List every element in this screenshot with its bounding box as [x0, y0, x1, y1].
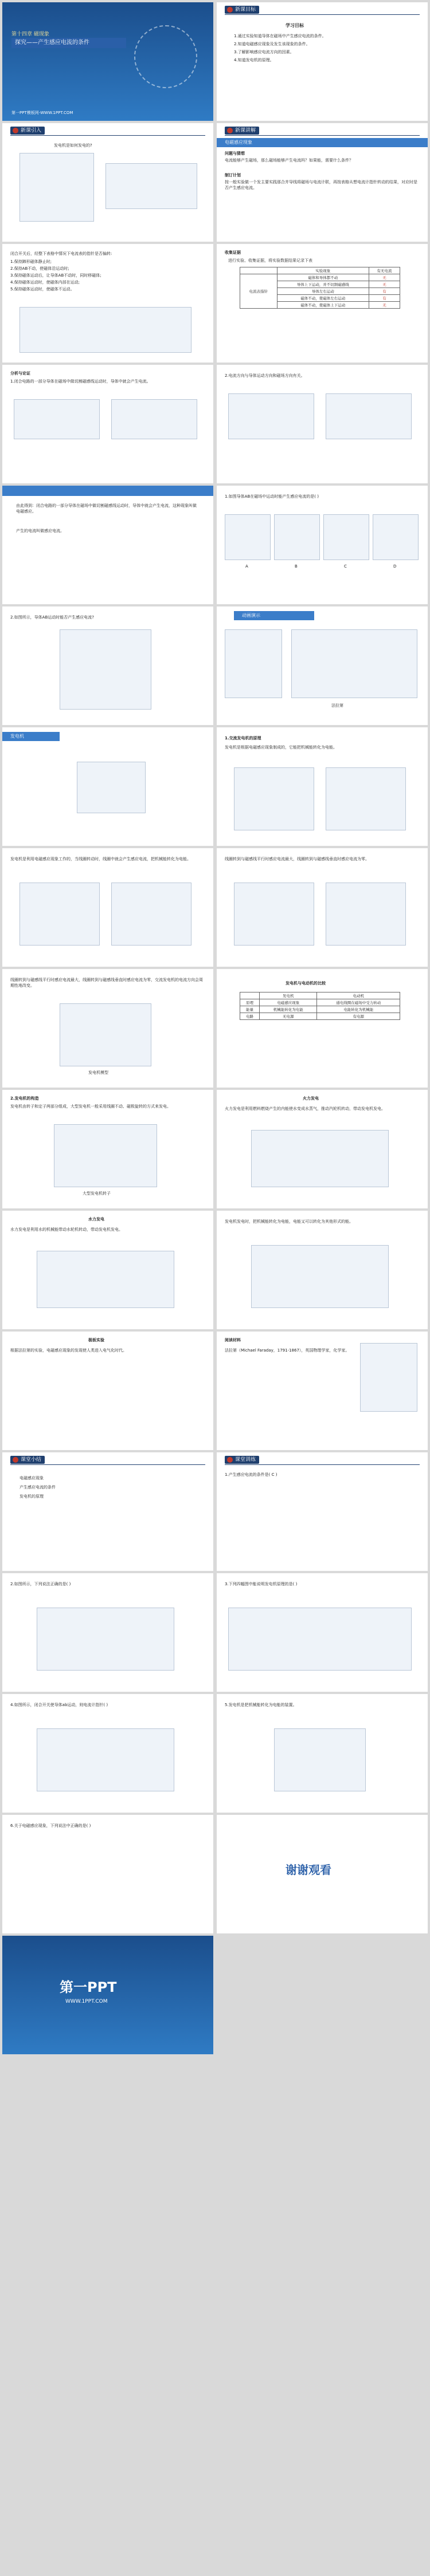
slide-record[interactable]: [217, 244, 428, 363]
slide-analysis[interactable]: [2, 365, 213, 483]
principle-diagram-2: [326, 767, 406, 830]
hydro2-text: 发电机发电时，把机械能转化为电能，电能又可以转化为其他形式的能。: [225, 1219, 353, 1224]
exp-step-4: 4.保持磁体运动时，使磁体内部在运动;: [10, 280, 80, 285]
section-bar: 电磁感应现象: [217, 138, 428, 147]
option-c-diagram: [323, 514, 369, 560]
cover-title: 探究——产生感应电流的条件: [11, 38, 126, 48]
slide-drill2[interactable]: [2, 1573, 213, 1692]
option-a-diagram: [225, 514, 271, 560]
slide-analysis-2[interactable]: [217, 365, 428, 483]
logo-site: WWW.1PPT.COM: [65, 1999, 108, 2004]
magnet-diagram-3: [228, 393, 314, 439]
gen4-model-image: [60, 1003, 151, 1066]
magnet-diagram-1: [14, 399, 100, 439]
magnet-diagram-4: [326, 393, 412, 439]
logo-text: 第一PPT: [60, 1979, 117, 1995]
drill2-diagram: [37, 1608, 174, 1671]
slide-logo[interactable]: [2, 1936, 213, 2054]
slide-gen2[interactable]: [2, 848, 213, 967]
gen-heading: 1.交流发电机的原理: [225, 736, 261, 740]
waterpower-diagram: [37, 1251, 174, 1308]
option-a-label: A: [245, 564, 248, 569]
slide-gen3[interactable]: [217, 848, 428, 967]
drill-q3: 3.下列四幅图中能说明发电机原理的是( ): [225, 1582, 298, 1586]
principle-diagram-1: [234, 767, 314, 830]
dandelion-decoration: [134, 25, 197, 88]
drill3-diagram: [228, 1608, 412, 1671]
option-b-diagram: [274, 514, 320, 560]
generator-model-image: [77, 762, 146, 813]
drill-q5: 5.发电机是把机械能转化为电能的装置。: [225, 1703, 297, 1707]
rotor-image: [54, 1124, 157, 1187]
slide-experiment[interactable]: [2, 244, 213, 363]
summary-item-3: 发电机的原理: [19, 1494, 44, 1499]
slide-summary[interactable]: [2, 1452, 213, 1571]
summary-tag: 课堂小结: [21, 1457, 42, 1463]
firepower-text: 火力发电是利用燃料燃烧产生的内能使水变成水蒸气，推动汽轮机转动，带动发电机发电。: [225, 1106, 385, 1111]
conclusion-bar: [2, 486, 213, 496]
goal-2: 2.知道电磁感应现象及发生该现象的条件。: [234, 42, 310, 46]
structure-heading: 2.发电机的构造: [10, 1096, 39, 1101]
analysis-p1: 1.闭合电路的一部分导体在磁场中做切割磁感线运动时，导体中就会产生电流。: [10, 379, 151, 384]
faraday2-label: 极板实验: [88, 1338, 104, 1342]
slide-intro[interactable]: [2, 123, 213, 242]
slide-goals[interactable]: [217, 2, 428, 121]
gen2-text: 发电机是利用电磁感应现象工作的，当线圈转动时，线圈中就会产生感应电流，把机械能转化为电能。: [10, 857, 191, 861]
gen-text: 发电机是根据电磁感应现象制成的，它能把机械能转化为电能。: [225, 745, 337, 750]
slide-gen4[interactable]: [2, 969, 213, 1088]
compare-title: 发电机与电动机的比较: [286, 981, 326, 986]
faraday2-text: 根据法拉第的实验，电磁感应现象的发现使人类进入电气化时代。: [10, 1348, 127, 1353]
gen4-caption: 发电机模型: [88, 1070, 108, 1075]
compare-table: 发电机 电动机 原理 电磁感应现象 通电线圈在磁场中受力转动 能量 机械能转化为电能 电能转化为机械能 电路 无电源 有电源: [240, 992, 400, 1020]
generator-bar: 发电机: [2, 732, 60, 741]
drill-tag: 课堂训练: [235, 1457, 256, 1463]
faraday-text: 法拉第（Michael Faraday，1791-1867），英国物理学家，化学家。: [225, 1348, 350, 1353]
chapter-label: 第十四章 磁现象: [11, 31, 49, 37]
gen3-text: 线圈转到与磁感线平行时感应电流最大，线圈转到与磁感线垂直时感应电流为零。: [225, 857, 369, 861]
slide-cover[interactable]: [2, 2, 213, 121]
slide-conclusion[interactable]: [2, 486, 213, 604]
goal-4: 4.知道发电机的原理。: [234, 58, 274, 62]
drill5-diagram: [274, 1728, 366, 1791]
slide-drill[interactable]: [217, 1452, 428, 1571]
slide-drill3[interactable]: [217, 1573, 428, 1692]
intro-question: 发电机是如何发电的?: [54, 143, 92, 148]
slide-structure[interactable]: [2, 1090, 213, 1208]
experiment-apparatus-image: [19, 307, 191, 353]
slide-firepower[interactable]: [217, 1090, 428, 1208]
record-title: 收集证据: [225, 250, 241, 255]
exp-step-1: 1.保持蹄形磁体静止时;: [10, 259, 52, 264]
slide-lecture[interactable]: [217, 123, 428, 242]
slide-generator[interactable]: [2, 727, 213, 846]
wind-turbine-image: [19, 153, 94, 222]
demo-image-1: [225, 629, 282, 698]
analysis-p2: 2.电流方向与导体运动方向和磁场方向有关。: [225, 373, 305, 378]
end-title: 谢谢观看: [286, 1863, 331, 1877]
summary-item-1: 电磁感应现象: [19, 1476, 44, 1480]
conclusion-p1: 由此得到：闭合电路的一部分导体在磁场中做切割磁感线运动时，导体中就会产生电流，这种现象叫做电磁感应。: [16, 503, 197, 514]
lecture-tag: 新课讲解: [235, 128, 256, 133]
q-text: 电流能够产生磁场，那么磁场能够产生电流吗？如果能，需要什么条件？: [225, 158, 353, 163]
option-c-label: C: [344, 564, 347, 569]
slide-q2[interactable]: [2, 606, 213, 725]
gen2-diagram-1: [19, 883, 100, 946]
waterpower-label: 水力发电: [88, 1217, 104, 1222]
drill-q4: 4.如图所示，闭合开关使导体ab运动，则电流计指针( ): [10, 1703, 108, 1707]
slide-compare[interactable]: [217, 969, 428, 1088]
exp-step-2: 2.保持AB不动，使磁体沿运动时;: [10, 266, 69, 271]
hydro2-image: [251, 1245, 389, 1308]
slide-generator-principle[interactable]: [217, 727, 428, 846]
plan-label: 制订计划: [225, 173, 241, 178]
slide-faraday2[interactable]: [2, 1332, 213, 1450]
drill-q1: 1.产生感应电流的条件是( C ): [225, 1472, 277, 1477]
summary-item-2: 产生感应电流的条件: [19, 1485, 56, 1490]
structure-caption: 大型发电机转子: [83, 1191, 111, 1196]
gen2-diagram-2: [111, 883, 191, 946]
slide-drill5[interactable]: [217, 1694, 428, 1813]
conclusion-p2: 产生的电流叫做感应电流。: [16, 529, 64, 533]
record-table: 实验现象 有无电流 电流表指针 磁体和导体都不动 无 导体上下运动，并不切割磁感线 无 导体左右运动 有 磁体不动，使磁体左右运动 有 磁体不动，使磁体上下运动 无: [240, 267, 400, 309]
gen4-text: 线圈转到与磁感线平行时感应电流最大，线圈转到与磁感线垂直时感应电流为零，交流发电机的电流方向会周期性地改变。: [10, 978, 203, 988]
drill-q6: 6.关于电磁感应现象，下列说法中正确的是( ): [10, 1823, 91, 1828]
option-d-label: D: [393, 564, 397, 569]
firepower-diagram: [251, 1130, 389, 1187]
magnet-diagram-2: [111, 399, 197, 439]
faraday-portrait: [360, 1343, 417, 1412]
plan-text: 按一般实验做一个发主要实践那合并导线将磁场与电流计联，再按表格从想电流计指针转动的结果，对应时是否产生感应电流。: [225, 180, 417, 190]
structure-text: 发电机由转子和定子两部分组成，大型发电机一般采用线圈不动、磁极旋转的方式来发电。: [10, 1104, 171, 1109]
slide-drill6[interactable]: [2, 1815, 213, 1933]
gen3-diagram-1: [234, 883, 314, 946]
slide-end[interactable]: [217, 1815, 428, 1933]
q-label: 问题与猜想: [225, 151, 245, 156]
option-d-diagram: [373, 514, 419, 560]
goal-1: 1.通过实验知道导体在磁场中产生感应电流的条件。: [234, 34, 326, 38]
slide-dynamic[interactable]: [217, 606, 428, 725]
exp-step-5: 5.保持磁体运动时，使磁体不运动。: [10, 287, 75, 292]
slide-practice1[interactable]: [217, 486, 428, 604]
intro-tag: 新课引入: [21, 128, 42, 133]
exp-step-0: 闭合开关后，经整下表格中情况下电流表的指针是否偏转:: [10, 251, 112, 256]
dynamic-caption: 法拉第: [331, 703, 343, 708]
power-plant-image: [105, 163, 197, 209]
goals-tag: 新课目标: [235, 7, 256, 13]
dynamic-bar: 动画演示: [234, 611, 314, 620]
q2-text: 2.如图所示，导体AB运动时能否产生感应电流?: [10, 615, 94, 620]
site-label: 第一PPT模板网-WWW.1PPT.COM: [11, 111, 73, 115]
record-note: 进行实验、收集证据，将实验数据结果记录下表: [228, 258, 312, 263]
option-b-label: B: [295, 564, 298, 569]
demo-image-2: [291, 629, 417, 698]
goals-heading: 学习目标: [286, 23, 304, 28]
goal-3: 3.了解影响感应电流方向的因素。: [234, 50, 294, 54]
slide-hydro2[interactable]: [217, 1211, 428, 1329]
analysis-title: 分析与论证: [10, 371, 30, 376]
faraday-label: 阅读材料: [225, 1338, 241, 1342]
q2-diagram: [60, 629, 151, 710]
slide-waterpower[interactable]: [2, 1211, 213, 1329]
slide-drill4[interactable]: [2, 1694, 213, 1813]
gen3-diagram-2: [326, 883, 406, 946]
drill-q2: 2.如图所示，下列说法正确的是( ): [10, 1582, 71, 1586]
firepower-label: 火力发电: [303, 1096, 319, 1101]
drill4-diagram: [37, 1728, 174, 1791]
slide-faraday[interactable]: [217, 1332, 428, 1450]
waterpower-text: 水力发电是利用水的机械能带动水轮机转动，带动发电机发电。: [10, 1227, 123, 1232]
exp-step-3: 3.保持磁体运动后，让导体AB不动时，同时移磁体;: [10, 273, 101, 278]
practice1-text: 1.如图导体AB在磁场中运动时能产生感应电流的是( ): [225, 494, 319, 499]
